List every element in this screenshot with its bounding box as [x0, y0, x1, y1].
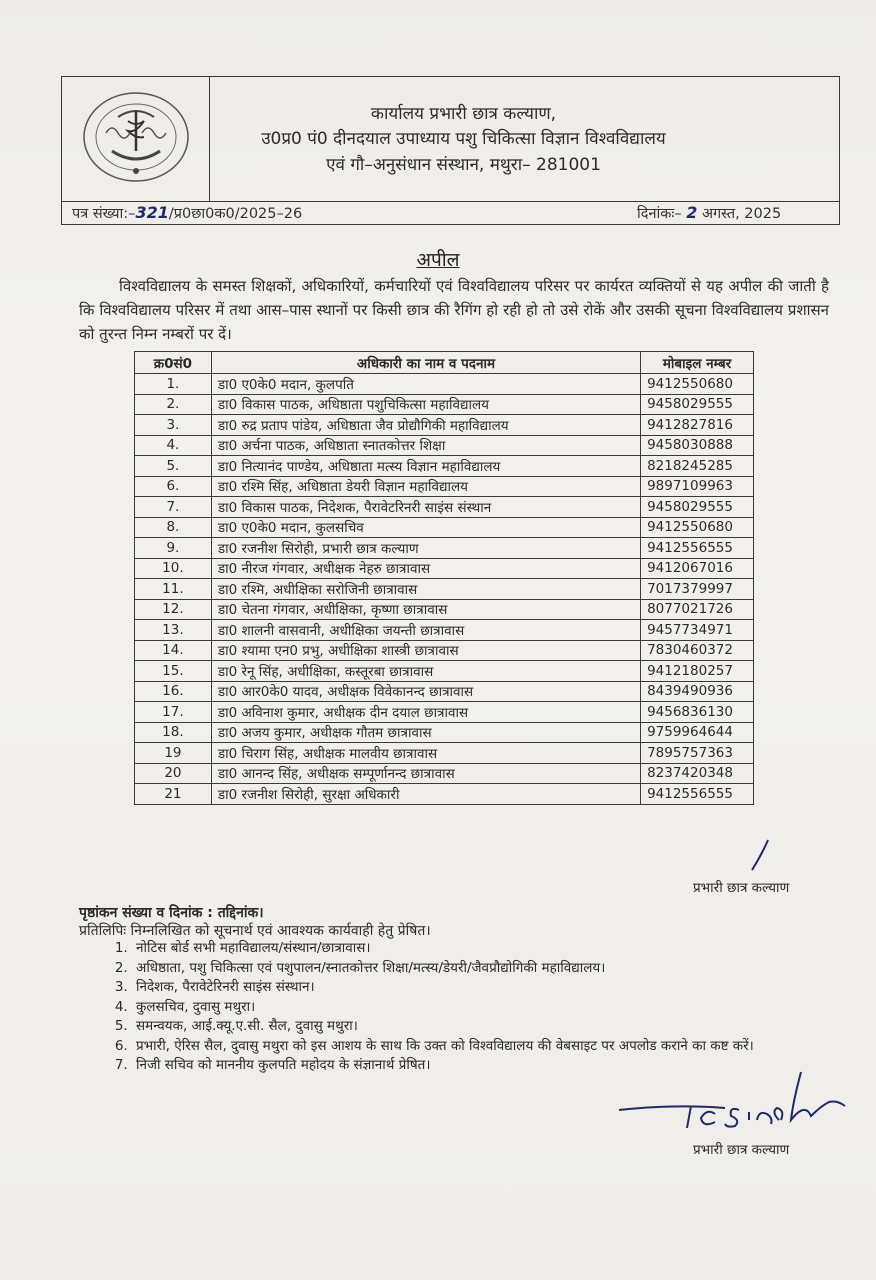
letter-reference — [72, 203, 302, 223]
date-day: 2 — [686, 203, 698, 222]
cell-name: डा0 रश्मि, अधीक्षिका सरोजिनी छात्रावास — [211, 579, 640, 600]
cell-mobile: 8077021726 — [641, 599, 754, 620]
cell-name: डा0 नीरज गंगवार, अधीक्षक नेहरु छात्रावास — [211, 558, 640, 579]
cell-sn: 3. — [135, 415, 212, 436]
cell-mobile: 9412827816 — [641, 415, 754, 436]
cell-mobile: 8439490936 — [641, 681, 754, 702]
cell-name: डा0 विकास पाठक, अधिष्ठाता पशुचिकित्सा महाविद्यालय — [211, 394, 640, 415]
col-header-mobile: मोबाइल नम्बर — [641, 352, 754, 374]
cell-mobile: 9456836130 — [641, 702, 754, 723]
copy-intro: प्रतिलिपिः निम्नलिखित को सूचनार्थ एवं आवश्यक कार्यवाही हेतु प्रेषित। — [79, 923, 431, 939]
cell-name: डा0 शालनी वासवानी, अधीक्षिका जयन्ती छात्रावास — [211, 620, 640, 641]
list-item: 6. प्रभारी, ऐरिस सैल, दुवासु मथुरा को इस आशय के साथ कि उक्त को विश्वविद्यालय की वेबसाइट पर अपलोड कराने का कष्ट करें। — [132, 1037, 872, 1057]
ref-number: 321 — [135, 203, 169, 222]
university-address: एवं गौ–अनुसंधान संस्थान, मथुरा– 281001 — [326, 155, 601, 175]
table-row — [135, 681, 754, 702]
cell-mobile: 9897109963 — [641, 476, 754, 497]
letter-date — [637, 203, 781, 223]
list-item: 4. कुलसचिव, दुवासु मथुरा। — [132, 998, 872, 1018]
cell-name: डा0 चिराग सिंह, अधीक्षक मालवीय छात्रावास — [211, 743, 640, 764]
cell-mobile: 9412556555 — [641, 784, 754, 805]
table-row — [135, 476, 754, 497]
cell-mobile: 9412180257 — [641, 661, 754, 682]
cell-sn: 7. — [135, 497, 212, 518]
table-row — [135, 558, 754, 579]
cell-mobile: 8218245285 — [641, 456, 754, 477]
cell-sn: 18. — [135, 722, 212, 743]
table-row — [135, 517, 754, 538]
endorsement-title: पृष्ठांकन संख्या व दिनांक : तद्दिनांक। — [79, 905, 264, 921]
cell-sn: 15. — [135, 661, 212, 682]
cell-mobile: 8237420348 — [641, 763, 754, 784]
table-row — [135, 394, 754, 415]
cell-name: डा0 रेनू सिंह, अधीक्षिका, कस्तूरबा छात्रावास — [211, 661, 640, 682]
cell-mobile: 7017379997 — [641, 579, 754, 600]
cell-sn: 12. — [135, 599, 212, 620]
cell-name: डा0 श्यामा एन0 प्रभु, अधीक्षिका शास्त्री छात्रावास — [211, 640, 640, 661]
cell-sn: 20 — [135, 763, 212, 784]
col-header-name: अधिकारी का नाम व पदनाम — [211, 352, 640, 374]
cell-sn: 11. — [135, 579, 212, 600]
header-divider — [62, 201, 839, 202]
table-row — [135, 784, 754, 805]
cell-name: डा0 रश्मि सिंह, अधिष्ठाता डेयरी विज्ञान महाविद्यालय — [211, 476, 640, 497]
cell-sn: 1. — [135, 374, 212, 395]
table-row — [135, 456, 754, 477]
table-row — [135, 579, 754, 600]
table-row — [135, 722, 754, 743]
cell-sn: 14. — [135, 640, 212, 661]
list-item: 7. निजी सचिव को माननीय कुलपति महोदय के संज्ञानार्थ प्रेषित। — [132, 1056, 872, 1076]
cell-mobile: 9759964644 — [641, 722, 754, 743]
ref-suffix: /प्र0छा0क0/2025–26 — [168, 206, 303, 222]
cell-name: डा0 आनन्द सिंह, अधीक्षक सम्पूर्णानन्द छात्रावास — [211, 763, 640, 784]
date-rest: अगस्त, 2025 — [701, 206, 782, 222]
cell-sn: 19 — [135, 743, 212, 764]
contacts-table — [134, 351, 754, 805]
table-row — [135, 661, 754, 682]
table-row — [135, 435, 754, 456]
signatory-designation: प्रभारी छात्र कल्याण — [693, 880, 790, 896]
cell-sn: 2. — [135, 394, 212, 415]
cell-mobile: 7895757363 — [641, 743, 754, 764]
list-item: 3. निदेशक, पैरावेटेरिनरी साइंस संस्थान। — [132, 978, 872, 998]
cell-sn: 13. — [135, 620, 212, 641]
cell-name: डा0 आर0के0 यादव, अधीक्षक विवेकानन्द छात्रावास — [211, 681, 640, 702]
list-item: 1. नोटिस बोर्ड सभी महाविद्यालय/संस्थान/छात्रावास। — [132, 939, 872, 959]
cell-mobile: 9412067016 — [641, 558, 754, 579]
cell-name: डा0 अर्चना पाठक, अधिष्ठाता स्नातकोत्तर शिक्षा — [211, 435, 640, 456]
cell-mobile: 9458029555 — [641, 497, 754, 518]
cell-name: डा0 ए0के0 मदान, कुलसचिव — [211, 517, 640, 538]
office-name: कार्यालय प्रभारी छात्र कल्याण, — [370, 104, 557, 124]
cell-mobile: 9412550680 — [641, 374, 754, 395]
cell-mobile: 7830460372 — [641, 640, 754, 661]
table-row — [135, 640, 754, 661]
table-header-row — [135, 352, 754, 374]
cell-sn: 6. — [135, 476, 212, 497]
appeal-text: विश्वविद्यालय के समस्त शिक्षकों, अधिकारियों, कर्मचारियों एवं विश्वविद्यालय परिसर पर कार्यरत व्यक्तियों से यह अपील की जाती है कि विश्वविद्यालय परिसर में तथा आस–पास स्थानों पर किसी छात्र की रैगिंग हो रही हो तो उसे रोकें और उसकी सूचना विश्वविद्यालय प्रशासन को तुरन्त निम्न नम्बरों पर दें। — [79, 277, 829, 343]
cell-name: डा0 नित्यानंद पाण्डेय, अधिष्ठाता मत्स्य विज्ञान महाविद्यालय — [211, 456, 640, 477]
ref-label: पत्र संख्या:– — [72, 206, 136, 222]
cell-name: डा0 ए0के0 मदान, कुलपति — [211, 374, 640, 395]
table-body — [135, 374, 754, 805]
university-name: उ0प्र0 पं0 दीनदयाल उपाध्याय पशु चिकित्सा विज्ञान विश्वविद्यालय — [261, 129, 666, 149]
table-row — [135, 599, 754, 620]
cell-name: डा0 अजय कुमार, अधीक्षक गौतम छात्रावास — [211, 722, 640, 743]
cell-sn: 9. — [135, 538, 212, 559]
cell-sn: 16. — [135, 681, 212, 702]
handwritten-signature — [615, 1062, 850, 1132]
cell-mobile: 9458029555 — [641, 394, 754, 415]
cell-sn: 10. — [135, 558, 212, 579]
cell-sn: 5. — [135, 456, 212, 477]
cell-mobile: 9412556555 — [641, 538, 754, 559]
table-row — [135, 743, 754, 764]
list-item: 5. समन्वयक, आई.क्यू.ए.सी. सैल, दुवासु मथुरा। — [132, 1017, 872, 1037]
cell-sn: 21 — [135, 784, 212, 805]
table-row — [135, 415, 754, 436]
signatory-designation-2: प्रभारी छात्र कल्याण — [693, 1142, 790, 1158]
signature-mark — [740, 836, 780, 876]
table-row — [135, 763, 754, 784]
cell-sn: 17. — [135, 702, 212, 723]
cell-name: डा0 चेतना गंगवार, अधीक्षिका, कृष्णा छात्रावास — [211, 599, 640, 620]
appeal-paragraph — [79, 274, 829, 346]
cell-mobile: 9458030888 — [641, 435, 754, 456]
cell-name: डा0 रुद्र प्रताप पांडेय, अधिष्ठाता जैव प्रोद्यौगिकी महाविद्यालय — [211, 415, 640, 436]
appeal-title: अपील — [416, 249, 460, 271]
copy-list — [80, 939, 872, 1076]
date-label: दिनांकः– — [637, 206, 682, 222]
table-row — [135, 497, 754, 518]
list-item: 2. अधिष्ठाता, पशु चिकित्सा एवं पशुपालन/स्नातकोत्तर शिक्षा/मत्स्य/डेयरी/जैवप्रौद्योगिकी महाविद्यालय। — [132, 959, 872, 979]
cell-sn: 4. — [135, 435, 212, 456]
cell-name: डा0 विकास पाठक, निदेशक, पैरावेटरिनरी साइंस संस्थान — [211, 497, 640, 518]
table-row — [135, 538, 754, 559]
col-header-sn: क्र0सं0 — [135, 352, 212, 374]
cell-mobile: 9412550680 — [641, 517, 754, 538]
cell-mobile: 9457734971 — [641, 620, 754, 641]
table-row — [135, 374, 754, 395]
table-row — [135, 702, 754, 723]
cell-sn: 8. — [135, 517, 212, 538]
cell-name: डा0 रजनीश सिरोही, सुरक्षा अधिकारी — [211, 784, 640, 805]
cell-name: डा0 रजनीश सिरोही, प्रभारी छात्र कल्याण — [211, 538, 640, 559]
cell-name: डा0 अविनाश कुमार, अधीक्षक दीन दयाल छात्रावास — [211, 702, 640, 723]
table-row — [135, 620, 754, 641]
